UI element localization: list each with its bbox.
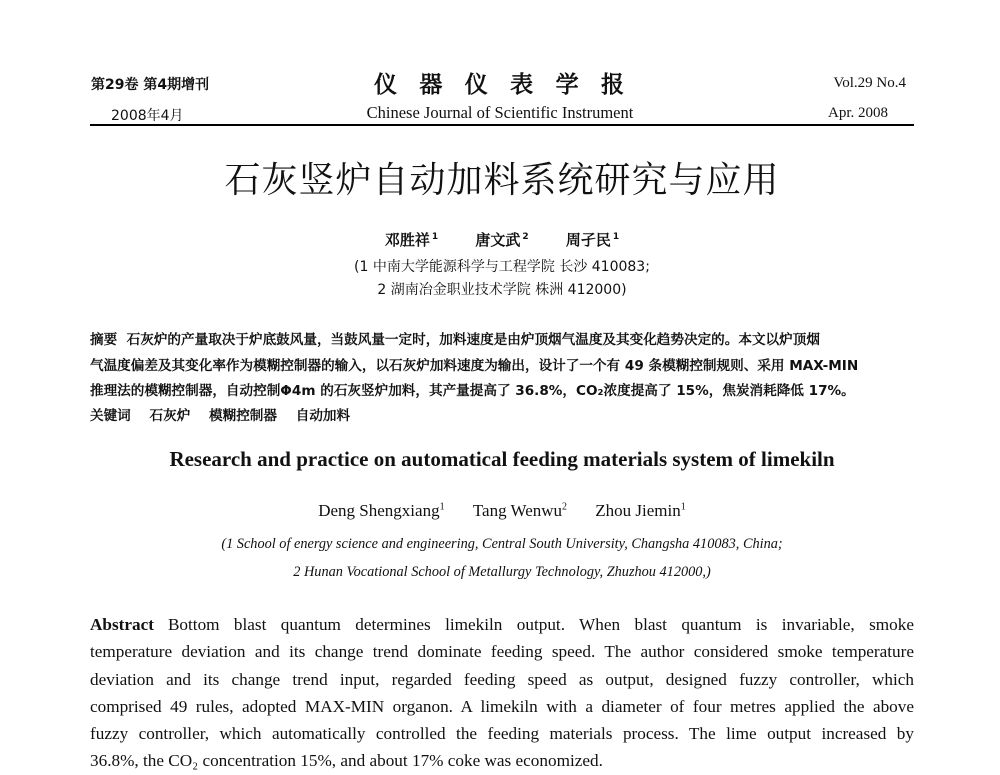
authors-cn (90, 229, 914, 250)
abstract-cn-line (90, 328, 820, 348)
author-name: 邓胜祥 (384, 231, 430, 249)
journal-date-en: Apr. 2008 (828, 105, 888, 121)
author-cn (475, 231, 528, 249)
affiliation-en: (1 School of energy science and engineering, Central South University, Changsha 410083, China; (221, 536, 783, 552)
affiliation-cn: 2 湖南冶金职业技术学院 株洲 412000) (377, 282, 627, 298)
author-affil-mark: 2 (562, 501, 568, 513)
abstract-en-line: temperature deviation and its change trend dominate feeding speed. The author considered smoke temperature (90, 642, 914, 662)
paper-title-cn: 石灰竖炉自动加料系统研究与应用 (224, 160, 780, 201)
journal-name-char: 学 (555, 72, 579, 98)
journal-name-char: 仪 (374, 72, 397, 98)
author-name: Zhou Jiemin (595, 501, 681, 520)
keyword: 模糊控制器 (209, 408, 277, 424)
journal-name-cn (374, 66, 624, 99)
journal-date-cn: 2008年4月 (111, 108, 184, 124)
author-en (473, 501, 567, 520)
journal-name-char: 仪 (464, 72, 488, 98)
abstract-en-line: deviation and its change trend input, regarded feeding speed as output, designed fuzzy controller, which (90, 669, 914, 689)
author-affil-mark: 1 (612, 232, 620, 242)
abstract-en-label: Abstract (90, 615, 154, 634)
author-cn (385, 231, 438, 249)
keyword: 自动加料 (295, 408, 351, 424)
keyword: 石灰炉 (149, 408, 191, 424)
author-affil-mark: 1 (431, 232, 439, 242)
author-name: 周孑民 (565, 231, 611, 249)
author-name: 唐文武 (475, 231, 521, 249)
author-en (595, 501, 685, 520)
abstract-en-line: fuzzy controller, which automatically controlled the feeding materials process. The lime output increased by (90, 724, 914, 744)
journal-name-char: 器 (419, 72, 443, 98)
paper-title-en: Research and practice on automatical feeding materials system of limekiln (169, 447, 835, 471)
abstract-en (90, 611, 914, 775)
abstract-en-text: Bottom blast quantum determines limekiln output. When blast quantum is invariable, smoke (167, 615, 914, 634)
abstract-cn-line: 推理法的模糊控制器，自动控制Φ4m 的石灰竖炉加料，其产量提高了 36.8%，CO₂浓度提高了 15%，焦炭消耗降低 17%。 (90, 383, 855, 399)
journal-name-char: 表 (510, 72, 534, 98)
author-name: Deng Shengxiang (318, 501, 440, 520)
affiliation-en: 2 Hunan Vocational School of Metallurgy Technology, Zhuzhou 412000,) (293, 564, 711, 580)
author-affil-mark: 1 (439, 501, 445, 513)
abstract-cn-line: 气温度偏差及其变化率作为模糊控制器的输入，以石灰炉加料速度为输出，设计了一个有 49 条模糊控制规则、采用 MAX-MIN (90, 358, 859, 374)
abstract-cn-label: 摘要 (90, 332, 118, 348)
authors-en (90, 501, 914, 521)
affiliation-cn: (1 中南大学能源科学与工程学院 长沙 410083; (354, 259, 650, 275)
keywords-cn-label: 关键词 (90, 408, 131, 424)
journal-name-char: 报 (600, 72, 624, 98)
journal-name-en: Chinese Journal of Scientific Instrument (366, 103, 634, 122)
abstract-cn-text: 石灰炉的产量取决于炉底鼓风量，当鼓风量一定时，加料速度是由炉顶烟气温度及其变化趋势决定的。本文以炉顶烟 (126, 332, 820, 348)
header-rule (90, 124, 914, 126)
author-name: Tang Wenwu (472, 501, 563, 520)
journal-volume-en: Vol.29 No.4 (833, 75, 906, 91)
abstract-en-line (90, 611, 914, 638)
author-en (318, 501, 444, 520)
author-affil-mark: 2 (522, 232, 529, 242)
journal-volume-cn: 第29卷 第4期增刊 (91, 77, 210, 93)
author-cn (566, 231, 619, 249)
keywords-cn (90, 404, 350, 424)
abstract-en-line: comprised 49 rules, adopted MAX-MIN organon. A limekiln with a diameter of four metres applied the above (90, 696, 914, 716)
author-affil-mark: 1 (680, 501, 686, 513)
abstract-en-line: 36.8%, the CO₂ concentration 15%, and about 17% coke was economized. (90, 751, 603, 771)
